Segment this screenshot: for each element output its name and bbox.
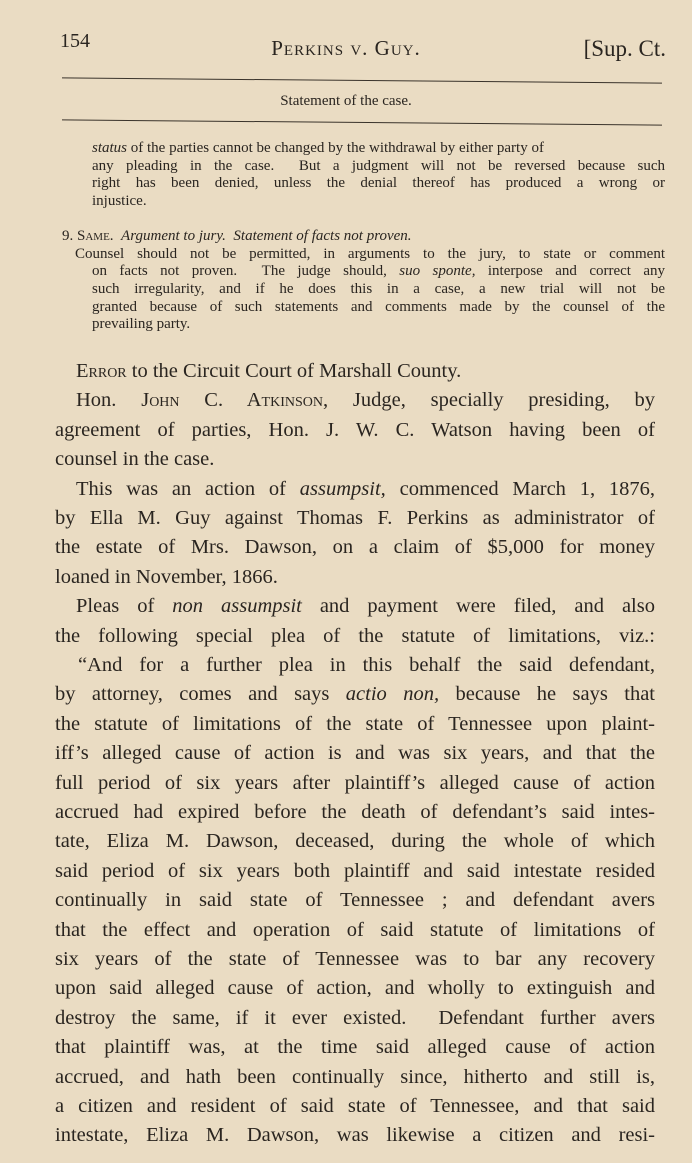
text-segment: continually in said state of Tennessee ; and defendant avers	[55, 889, 655, 912]
text-segment: agreement of parties, Hon. J. W. C. Watson having been of	[55, 418, 655, 441]
body-line	[55, 536, 655, 559]
text-segment: 9.	[62, 228, 77, 244]
headnote-line	[92, 281, 665, 298]
text-segment: loaned in November, 1866.	[55, 565, 278, 588]
text-segment: any pleading in the case. But a judgment will not be reversed because such	[92, 158, 665, 174]
text-segment: right has been denied, unless the denial thereof has produced a wrong or	[92, 175, 665, 191]
text-segment: This was an action of	[76, 477, 300, 500]
body-line	[55, 948, 655, 971]
text-segment: “And for a further plea in this behalf the said defendant,	[78, 654, 655, 676]
text-segment: that the effect and operation of said statute of limitations of	[55, 918, 655, 941]
text-segment: status	[92, 140, 128, 156]
text-segment: accrued, and hath been continually since, hitherto and still is,	[55, 1065, 655, 1088]
text-segment: by attorney, comes and says	[55, 683, 346, 706]
body-line	[55, 919, 655, 942]
section-heading: Statement of the case.	[280, 93, 412, 109]
text-segment: , Judge, specially presiding, by	[323, 389, 655, 412]
text-segment: iff’s alleged cause of action is and was six years, and that the	[55, 742, 655, 765]
text-segment: to the Circuit Court of Marshall County.	[126, 360, 462, 382]
text-segment: because he says that	[439, 683, 655, 706]
text-segment: full period of six years after plaintiff’s alleged cause of action	[55, 771, 655, 794]
text-segment: said period of six years both plaintiff and said intestate resided	[55, 859, 655, 882]
text-segment: interpose and correct any	[475, 263, 666, 279]
body-line	[55, 507, 655, 530]
body-line	[55, 801, 655, 824]
headnote-line	[92, 158, 665, 175]
headnote-line	[75, 246, 665, 263]
text-segment: actio non,	[345, 683, 440, 706]
body-line	[55, 1124, 655, 1147]
text-segment: Same.	[77, 228, 114, 244]
text-segment: on facts not proven. The judge should,	[92, 263, 400, 279]
text-segment: commenced March 1, 1876,	[385, 477, 656, 500]
headnote-line	[62, 228, 665, 245]
header-rule-bottom	[62, 119, 662, 125]
text-segment: and payment were filed, and also	[301, 595, 655, 618]
text-segment: granted because of such statements and comments made by the counsel of the	[92, 299, 665, 315]
text-segment: Pleas of	[76, 595, 173, 618]
headnote-line	[92, 140, 665, 157]
text-segment: counsel in the case.	[55, 448, 215, 471]
text-segment: six years of the state of Tennessee was to bar any recovery	[55, 948, 655, 970]
page-number: 154	[60, 30, 90, 52]
text-segment: that plaintiff was, at the time said alleged cause of action	[55, 1036, 655, 1059]
body-line	[55, 1095, 655, 1118]
headnote-line	[92, 193, 665, 210]
court-label: [Sup. Ct.	[583, 36, 666, 61]
text-segment: assumpsit,	[299, 477, 386, 500]
body-line	[76, 478, 655, 501]
text-segment	[114, 228, 122, 244]
text-segment: upon said alleged cause of action, and wholly to extinguish and	[55, 977, 655, 1000]
body-line	[55, 713, 655, 736]
body-line	[55, 977, 655, 1000]
text-segment: prevailing party.	[92, 316, 191, 332]
text-segment: such irregularity, and if he does this in a case, a new trial will not be	[92, 281, 665, 297]
body-line	[55, 860, 655, 883]
text-segment: destroy the same, if it ever existed. Defendant further avers	[55, 1006, 655, 1029]
text-segment: tate, Eliza M. Dawson, deceased, during the whole of which	[55, 830, 655, 853]
text-segment: the following special plea of the statute of limitations, viz.:	[55, 624, 655, 647]
body-line	[55, 625, 655, 648]
text-segment: by Ella M. Guy against Thomas F. Perkins as administrator of	[55, 507, 655, 529]
body-line	[55, 772, 655, 795]
text-segment: a citizen and resident of said state of Tennessee, and that said	[55, 1095, 655, 1117]
text-segment: of the parties cannot be changed by the withdrawal by either party of	[127, 140, 544, 156]
body-line	[55, 1066, 655, 1089]
text-segment: the statute of limitations of the state of Tennessee upon plaint-	[55, 712, 655, 735]
body-line	[55, 683, 655, 706]
body-line	[76, 595, 655, 618]
headnote-line	[92, 299, 665, 316]
body-line	[55, 566, 655, 589]
text-segment: Error	[76, 360, 127, 382]
headnote-line	[92, 263, 665, 280]
body-line	[55, 448, 655, 471]
body-line	[78, 654, 655, 677]
header-rule-top	[62, 77, 662, 83]
text-segment: injustice.	[92, 193, 147, 209]
text-segment: John C. Atkinson	[141, 389, 324, 412]
body-line	[55, 1007, 655, 1030]
text-segment: Hon.	[76, 389, 142, 412]
body-line	[55, 1036, 655, 1059]
text-segment: non assumpsit	[172, 595, 302, 618]
headnote-line	[92, 316, 665, 333]
running-title: Perkins v. Guy.	[271, 36, 421, 60]
text-segment: Argument to jury. Statement of facts not proven.	[121, 228, 412, 244]
body-line	[55, 419, 655, 442]
body-line	[55, 830, 655, 853]
body-line	[76, 360, 655, 383]
text-segment: Counsel should not be permitted, in arguments to the jury, to state or comment	[75, 246, 665, 262]
text-segment: accrued had expired before the death of defendant’s said intes-	[55, 801, 655, 823]
text-segment: suo sponte,	[399, 263, 476, 279]
text-segment: intestate, Eliza M. Dawson, was likewise a citizen and resi-	[55, 1124, 655, 1147]
body-line	[55, 742, 655, 765]
body-line	[76, 389, 655, 412]
body-line	[55, 889, 655, 912]
text-segment: the estate of Mrs. Dawson, on a claim of $5,000 for money	[55, 536, 655, 559]
headnote-line	[92, 175, 665, 192]
